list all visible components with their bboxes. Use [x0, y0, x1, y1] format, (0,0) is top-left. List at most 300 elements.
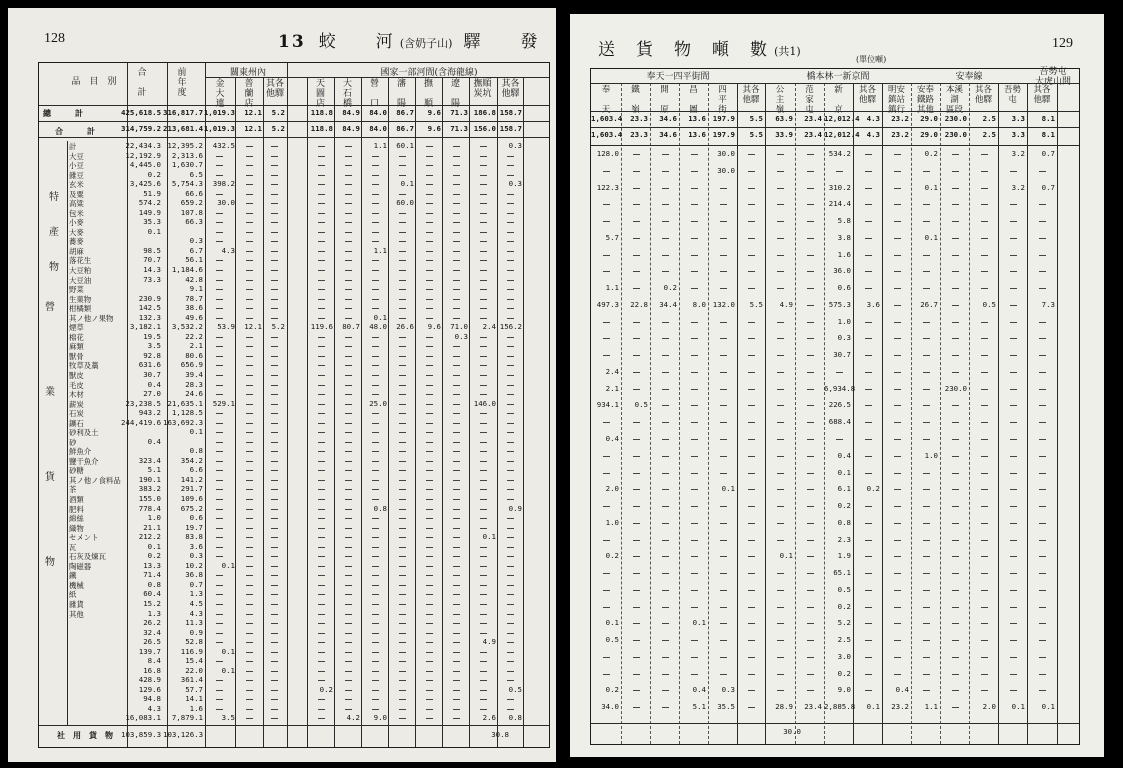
empty-dash [865, 221, 872, 222]
empty-dash [507, 175, 514, 176]
empty-dash [345, 480, 352, 481]
empty-dash [1039, 590, 1046, 591]
category-label: 肥料 [69, 504, 84, 514]
empty-dash [318, 633, 325, 634]
empty-dash [399, 547, 406, 548]
empty-dash [399, 365, 406, 366]
empty-dash [807, 288, 814, 289]
empty-dash [426, 423, 433, 424]
column-rule [235, 77, 236, 747]
row-total: 323.4 [138, 455, 161, 465]
empty-dash [894, 473, 901, 474]
empty-dash [480, 575, 487, 576]
empty-dash [603, 271, 610, 272]
empty-dash [1039, 322, 1046, 323]
empty-dash [748, 707, 755, 708]
empty-dash [399, 413, 406, 414]
empty-dash [777, 674, 784, 675]
empty-dash [1010, 355, 1017, 356]
row-total: 244,419.6 [121, 417, 162, 427]
row-value: 9.0 [837, 685, 851, 695]
empty-dash [216, 299, 223, 300]
empty-dash [865, 657, 872, 658]
row-grand-total-label: 總 計 [43, 109, 83, 118]
summary-value: 84.0 [369, 124, 387, 133]
empty-dash [507, 652, 514, 653]
empty-dash [603, 590, 610, 591]
empty-dash [507, 365, 514, 366]
row-prev-year: 2.1 [189, 341, 203, 351]
row-value: 0.8 [837, 517, 851, 527]
empty-dash [865, 372, 872, 373]
empty-dash [426, 213, 433, 214]
empty-dash [399, 451, 406, 452]
empty-dash [426, 680, 433, 681]
empty-dash [923, 389, 930, 390]
empty-dash [318, 642, 325, 643]
empty-dash [246, 528, 253, 529]
empty-dash [271, 623, 278, 624]
empty-dash [426, 614, 433, 615]
empty-dash [426, 442, 433, 443]
empty-dash [720, 238, 727, 239]
empty-dash [271, 175, 278, 176]
empty-dash [480, 633, 487, 634]
empty-dash [480, 337, 487, 338]
category-label: 獸皮 [69, 370, 84, 380]
empty-dash [318, 241, 325, 242]
empty-dash [807, 590, 814, 591]
row-prev-year: 1,128.5 [171, 408, 203, 418]
empty-dash [216, 470, 223, 471]
empty-dash [480, 423, 487, 424]
empty-dash [807, 389, 814, 390]
empty-dash [865, 506, 872, 507]
row-prev-year: 3.6 [189, 541, 203, 551]
summary-value: 1,603.4 [591, 130, 623, 139]
row-prev-year: 0.7 [189, 579, 203, 589]
summary-value: 425,618.5 [121, 108, 162, 117]
summary-value: 186.8 [473, 108, 496, 117]
empty-dash [246, 146, 253, 147]
empty-dash [807, 305, 814, 306]
row-prev-year: 52.8 [185, 637, 203, 647]
empty-dash [603, 674, 610, 675]
category-label: 茶 [69, 485, 77, 495]
empty-dash [480, 547, 487, 548]
empty-dash [271, 404, 278, 405]
empty-dash [453, 652, 460, 653]
empty-dash [633, 489, 640, 490]
empty-dash [271, 213, 278, 214]
empty-dash [1010, 540, 1017, 541]
empty-dash [480, 661, 487, 662]
empty-dash [271, 518, 278, 519]
empty-dash [345, 375, 352, 376]
empty-dash [318, 623, 325, 624]
empty-dash [426, 661, 433, 662]
row-total: 71.4 [143, 570, 161, 580]
empty-dash [480, 260, 487, 261]
row-prev-year: 3,532.2 [171, 322, 203, 332]
empty-dash [399, 499, 406, 500]
empty-dash [453, 404, 460, 405]
empty-dash [603, 338, 610, 339]
row-g2-value: 0.5 [508, 684, 522, 694]
empty-dash [633, 355, 640, 356]
empty-dash [318, 385, 325, 386]
row-prev-year: 291.7 [180, 484, 203, 494]
empty-dash [271, 604, 278, 605]
empty-dash [345, 623, 352, 624]
empty-dash [691, 372, 698, 373]
empty-dash [981, 322, 988, 323]
empty-dash [807, 489, 814, 490]
empty-dash [507, 480, 514, 481]
empty-dash [777, 422, 784, 423]
empty-dash [399, 308, 406, 309]
empty-dash [271, 585, 278, 586]
empty-dash [633, 607, 640, 608]
empty-dash [865, 154, 872, 155]
empty-dash [894, 405, 901, 406]
row-total: 13.3 [143, 560, 161, 570]
empty-dash [1039, 540, 1046, 541]
row-value: 534.2 [828, 149, 851, 158]
empty-dash [1010, 405, 1017, 406]
row-value: 0.1 [692, 618, 706, 628]
row-g1-value: 30.0 [217, 198, 235, 208]
summary-value: 33.9 [775, 130, 793, 139]
header-g2-col: 瀋 陽 [396, 79, 406, 109]
row-prev-year: 36.8 [185, 570, 203, 580]
row-total: 132.3 [138, 312, 161, 322]
empty-dash [480, 270, 487, 271]
empty-dash [633, 238, 640, 239]
empty-dash [691, 389, 698, 390]
empty-dash [981, 489, 988, 490]
empty-dash [216, 346, 223, 347]
empty-dash [865, 456, 872, 457]
empty-dash [318, 432, 325, 433]
empty-dash [246, 547, 253, 548]
empty-dash [318, 251, 325, 252]
empty-dash [807, 204, 814, 205]
empty-dash [923, 422, 930, 423]
row-g2-value: 60.1 [396, 141, 414, 150]
row-value: 0.2 [837, 601, 851, 611]
row-g2-value: 25.0 [369, 398, 387, 408]
row-value: 23.2 [891, 702, 909, 712]
empty-dash [345, 575, 352, 576]
empty-dash [662, 439, 669, 440]
summary-value: 84.9 [342, 108, 360, 117]
empty-dash [507, 642, 514, 643]
row-g1-value: 0.1 [221, 646, 235, 656]
empty-dash [345, 518, 352, 519]
summary-value: 29.0 [920, 130, 938, 139]
empty-dash [453, 671, 460, 672]
category-label: 大豆 [69, 151, 84, 161]
row-total: 30.7 [143, 369, 161, 379]
empty-dash [1039, 422, 1046, 423]
empty-dash [777, 439, 784, 440]
empty-dash [216, 547, 223, 548]
empty-dash [372, 709, 379, 710]
empty-dash [777, 523, 784, 524]
empty-dash [271, 699, 278, 700]
empty-dash [399, 394, 406, 395]
row-g2-value: 0.3 [454, 331, 468, 341]
empty-dash [372, 537, 379, 538]
category-label: 瓦 [69, 542, 77, 552]
row-prev-year: 19.7 [185, 522, 203, 532]
row-rule [591, 83, 1079, 84]
empty-dash [720, 271, 727, 272]
empty-dash [216, 709, 223, 710]
page-title-left [278, 27, 540, 52]
empty-dash [216, 241, 223, 242]
row-prev-year: 12,395.2 [167, 141, 203, 150]
empty-dash [426, 642, 433, 643]
empty-dash [662, 338, 669, 339]
empty-dash [662, 489, 669, 490]
empty-dash [372, 299, 379, 300]
empty-dash [426, 289, 433, 290]
empty-dash [480, 509, 487, 510]
empty-dash [426, 623, 433, 624]
empty-dash [246, 232, 253, 233]
empty-dash [426, 537, 433, 538]
empty-dash [480, 394, 487, 395]
row-prev-year: 6.5 [189, 169, 203, 179]
empty-dash [246, 575, 253, 576]
row-total: 60.4 [143, 589, 161, 599]
empty-dash [777, 255, 784, 256]
row-value: 5.7 [605, 232, 619, 242]
empty-dash [981, 439, 988, 440]
empty-dash [748, 657, 755, 658]
header-g2-col: 天 圖 店 [315, 79, 325, 109]
freight-table-right [590, 68, 1080, 745]
row-total: 0.4 [147, 379, 161, 389]
empty-dash [216, 509, 223, 510]
row-g1-value: 5.2 [271, 322, 285, 332]
row-value: 1.0 [924, 450, 938, 460]
empty-dash [865, 640, 872, 641]
empty-dash [748, 540, 755, 541]
empty-dash [399, 671, 406, 672]
empty-dash [603, 221, 610, 222]
category-label: 大豆粕 [69, 266, 92, 276]
row-g2-value: 48.0 [369, 322, 387, 332]
empty-dash [952, 456, 959, 457]
empty-dash [318, 480, 325, 481]
empty-dash [1010, 322, 1017, 323]
empty-dash [1039, 389, 1046, 390]
empty-dash [1010, 657, 1017, 658]
empty-dash [777, 154, 784, 155]
row-total: 19.5 [143, 331, 161, 341]
empty-dash [318, 356, 325, 357]
summary-value: 230.0 [944, 130, 967, 139]
row-value: 226.5 [828, 400, 851, 410]
empty-dash [318, 260, 325, 261]
empty-dash [246, 299, 253, 300]
empty-dash [748, 221, 755, 222]
empty-dash [691, 640, 698, 641]
column-rule [263, 77, 264, 747]
empty-dash [981, 288, 988, 289]
empty-dash [246, 709, 253, 710]
empty-dash [662, 372, 669, 373]
empty-dash [662, 674, 669, 675]
empty-dash [345, 260, 352, 261]
empty-dash [372, 222, 379, 223]
empty-dash [807, 338, 814, 339]
empty-dash [399, 280, 406, 281]
empty-dash [952, 540, 959, 541]
empty-dash [399, 585, 406, 586]
empty-dash [271, 661, 278, 662]
empty-dash [952, 674, 959, 675]
empty-dash [923, 590, 930, 591]
empty-dash [894, 439, 901, 440]
row-g2-value: 119.6 [310, 322, 333, 332]
row-g2-value: 156.2 [499, 322, 522, 332]
empty-dash [318, 709, 325, 710]
empty-dash [480, 175, 487, 176]
empty-dash [426, 432, 433, 433]
empty-dash [865, 607, 872, 608]
section-char-b: 產 [49, 227, 59, 238]
empty-dash [399, 385, 406, 386]
empty-dash [271, 528, 278, 529]
empty-dash [345, 194, 352, 195]
empty-dash [372, 203, 379, 204]
empty-dash [318, 451, 325, 452]
summary-value: 316,817.7 [163, 108, 204, 117]
empty-dash [1039, 439, 1046, 440]
empty-dash [1039, 204, 1046, 205]
empty-dash [923, 690, 930, 691]
empty-dash [271, 394, 278, 395]
header-g2-col: 營 口 [369, 79, 379, 109]
empty-dash [603, 456, 610, 457]
empty-dash [372, 356, 379, 357]
column-rule [523, 77, 524, 747]
empty-dash [603, 540, 610, 541]
empty-dash [748, 489, 755, 490]
row-value: 3.2 [1011, 182, 1025, 192]
empty-dash [372, 165, 379, 166]
row-total: 0.4 [147, 436, 161, 446]
empty-dash [216, 156, 223, 157]
empty-dash [836, 439, 843, 440]
empty-dash [372, 289, 379, 290]
summary-value: 3.3 [1011, 130, 1025, 139]
empty-dash [216, 280, 223, 281]
row-prev-year: 7,879.1 [171, 713, 203, 723]
empty-dash [1010, 422, 1017, 423]
empty-dash [691, 338, 698, 339]
row-value: 1.1 [924, 702, 938, 712]
empty-dash [372, 260, 379, 261]
empty-dash [894, 171, 901, 172]
category-label: 棉花 [69, 332, 84, 342]
empty-dash [952, 556, 959, 557]
empty-dash [426, 222, 433, 223]
empty-dash [372, 308, 379, 309]
empty-dash [318, 594, 325, 595]
empty-dash [480, 499, 487, 500]
row-prev-year: 22.0 [185, 665, 203, 675]
row-total: 149.9 [138, 207, 161, 217]
row-value: 0.2 [663, 283, 677, 293]
empty-dash [777, 372, 784, 373]
header-col: 其各 他驛 [974, 85, 992, 105]
empty-dash [662, 171, 669, 172]
empty-dash [480, 518, 487, 519]
empty-dash [271, 423, 278, 424]
empty-dash [246, 489, 253, 490]
empty-dash [894, 506, 901, 507]
empty-dash [345, 385, 352, 386]
row-value: 0.5 [605, 635, 619, 645]
summary-value: 1,603.4 [591, 114, 623, 123]
row-prev-year: 0.3 [189, 236, 203, 246]
empty-dash [480, 480, 487, 481]
empty-dash [1010, 590, 1017, 591]
category-label: 雜貨 [69, 599, 84, 609]
row-value: 2.5 [837, 635, 851, 645]
empty-dash [1010, 372, 1017, 373]
empty-dash [345, 671, 352, 672]
row-total: 230.9 [138, 293, 161, 303]
empty-dash [894, 355, 901, 356]
empty-dash [318, 404, 325, 405]
empty-dash [453, 470, 460, 471]
summary-value: 71.3 [450, 108, 468, 117]
empty-dash [507, 385, 514, 386]
row-value: 26.7 [920, 299, 938, 309]
empty-dash [1039, 640, 1046, 641]
empty-dash [720, 473, 727, 474]
empty-dash [345, 451, 352, 452]
empty-dash [216, 175, 223, 176]
category-label: 薪炭 [69, 399, 84, 409]
empty-dash [603, 204, 610, 205]
empty-dash [603, 355, 610, 356]
category-label: 綿絲 [69, 514, 84, 524]
empty-dash [246, 680, 253, 681]
column-rule [765, 83, 766, 744]
empty-dash [1039, 271, 1046, 272]
empty-dash [372, 375, 379, 376]
empty-dash [865, 405, 872, 406]
empty-dash [345, 308, 352, 309]
empty-dash [426, 146, 433, 147]
empty-dash [952, 305, 959, 306]
empty-dash [426, 194, 433, 195]
empty-dash [453, 489, 460, 490]
empty-dash [453, 241, 460, 242]
empty-dash [453, 690, 460, 691]
empty-dash [923, 255, 930, 256]
row-value: 36.0 [833, 266, 851, 276]
empty-dash [345, 699, 352, 700]
empty-dash [662, 690, 669, 691]
